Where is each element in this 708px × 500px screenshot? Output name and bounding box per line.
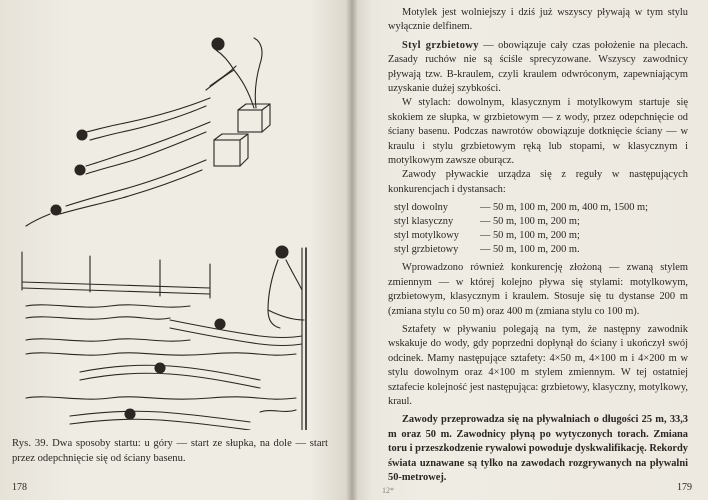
- print-signature-mark: 12*: [382, 486, 394, 495]
- style-name: styl grzbietowy: [394, 244, 459, 256]
- paragraph: Sztafety w pływaniu polegają na tym, że następny zawodnik wskakuje do wody, gdy poprzedni dopłynął do ściany i ukończył swój odcinek. Mamy następujące sztafety: 4×50 m, 4×100 m i 4×200 m w stylu dowolnym oraz 4×100 m stylem zmiennym. W tej ostatniej sztafecie kolejność jest następująca: grzbietowy, klasyczny, motylkowy, kraul.: [388, 323, 688, 407]
- style-name: styl motylkowy: [394, 230, 459, 242]
- section-heading: Styl grzbietowy: [402, 39, 479, 51]
- paragraph: W stylach: dowolnym, klasycznym i motylkowym startuje się skokiem ze słupka, w grzbietowym — z wody, przez odepchnięcie od ściany basenu. Podczas nawrotów obowiązuje dotknięcie ściany — w kraulu i stylu grzbietowym ręką lub stopami, w klasycznym i motylkowym zawsze oburącz.: [388, 97, 688, 167]
- paragraph-text: — obowiązuje cały czas położenie na plecach. Zasady ruchów nie są ściśle sprecyzowane. Wszyscy zawodnicy pływają tzw. B-kraulem, czyli kraulem odwróconym, zapewniającym uzyskanie dużej szybkości.: [388, 39, 688, 95]
- list-item: [394, 215, 688, 229]
- page-number-left: 178: [12, 482, 27, 493]
- figure-caption-text: Dwa sposoby startu: u góry — start ze słupka, na dole — start przez odepchnięcie się od ściany basenu.: [12, 438, 329, 464]
- swimming-start-illustration: [10, 20, 332, 430]
- paragraph: Zawody pływackie urządza się z reguły w następujących konkurencjach i dystansach:: [388, 169, 688, 195]
- starting-block: [238, 110, 262, 132]
- starting-block: [214, 140, 240, 166]
- paragraph: Zawody przeprowadza się na pływalniach o długości 25 m, 33,3 m oraz 50 m. Zawodnicy płyną po wytyczonych torach. Zmiana toru i przeszkodzenie rywalowi powoduje dyskwalifikację. Rekordy świata uznawane są tylko na zawodach rozgrywanych na pływalni 50-metrowej.: [388, 414, 688, 483]
- paragraph: Wprowadzono również konkurencję złożoną — zwaną stylem zmiennym — w której kolejno pływa się stylami: motylkowym, grzbietowym, klasycznym i kraulem. Stosuje się tu dystanse 200 m (zmiana stylu co 50 m) oraz 400 m (zmiana stylu co 100 m).: [388, 262, 688, 317]
- paragraph: Motylek jest wolniejszy i dziś już wszyscy pływają w tym stylu wyłącznie delfinem.: [388, 7, 688, 33]
- figure-label: Rys. 39.: [12, 438, 49, 449]
- style-distances: — 50 m, 100 m, 200 m.: [480, 244, 580, 256]
- right-page: [352, 0, 708, 500]
- body-text: [388, 6, 688, 485]
- style-distances: — 50 m, 100 m, 200 m, 400 m, 1500 m;: [480, 202, 648, 214]
- style-name: styl klasyczny: [394, 216, 454, 228]
- style-distances: — 50 m, 100 m, 200 m;: [480, 216, 580, 228]
- style-name: styl dowolny: [394, 202, 448, 214]
- paragraph: [388, 39, 688, 97]
- distance-list: [394, 201, 688, 257]
- list-item: [394, 201, 688, 215]
- left-page: [0, 0, 352, 500]
- page-number-right: 179: [677, 482, 692, 493]
- style-distances: — 50 m, 100 m, 200 m;: [480, 230, 580, 242]
- book-gutter: [346, 0, 358, 500]
- list-item: [394, 229, 688, 243]
- list-item: [394, 243, 688, 257]
- figure-caption: [12, 437, 328, 466]
